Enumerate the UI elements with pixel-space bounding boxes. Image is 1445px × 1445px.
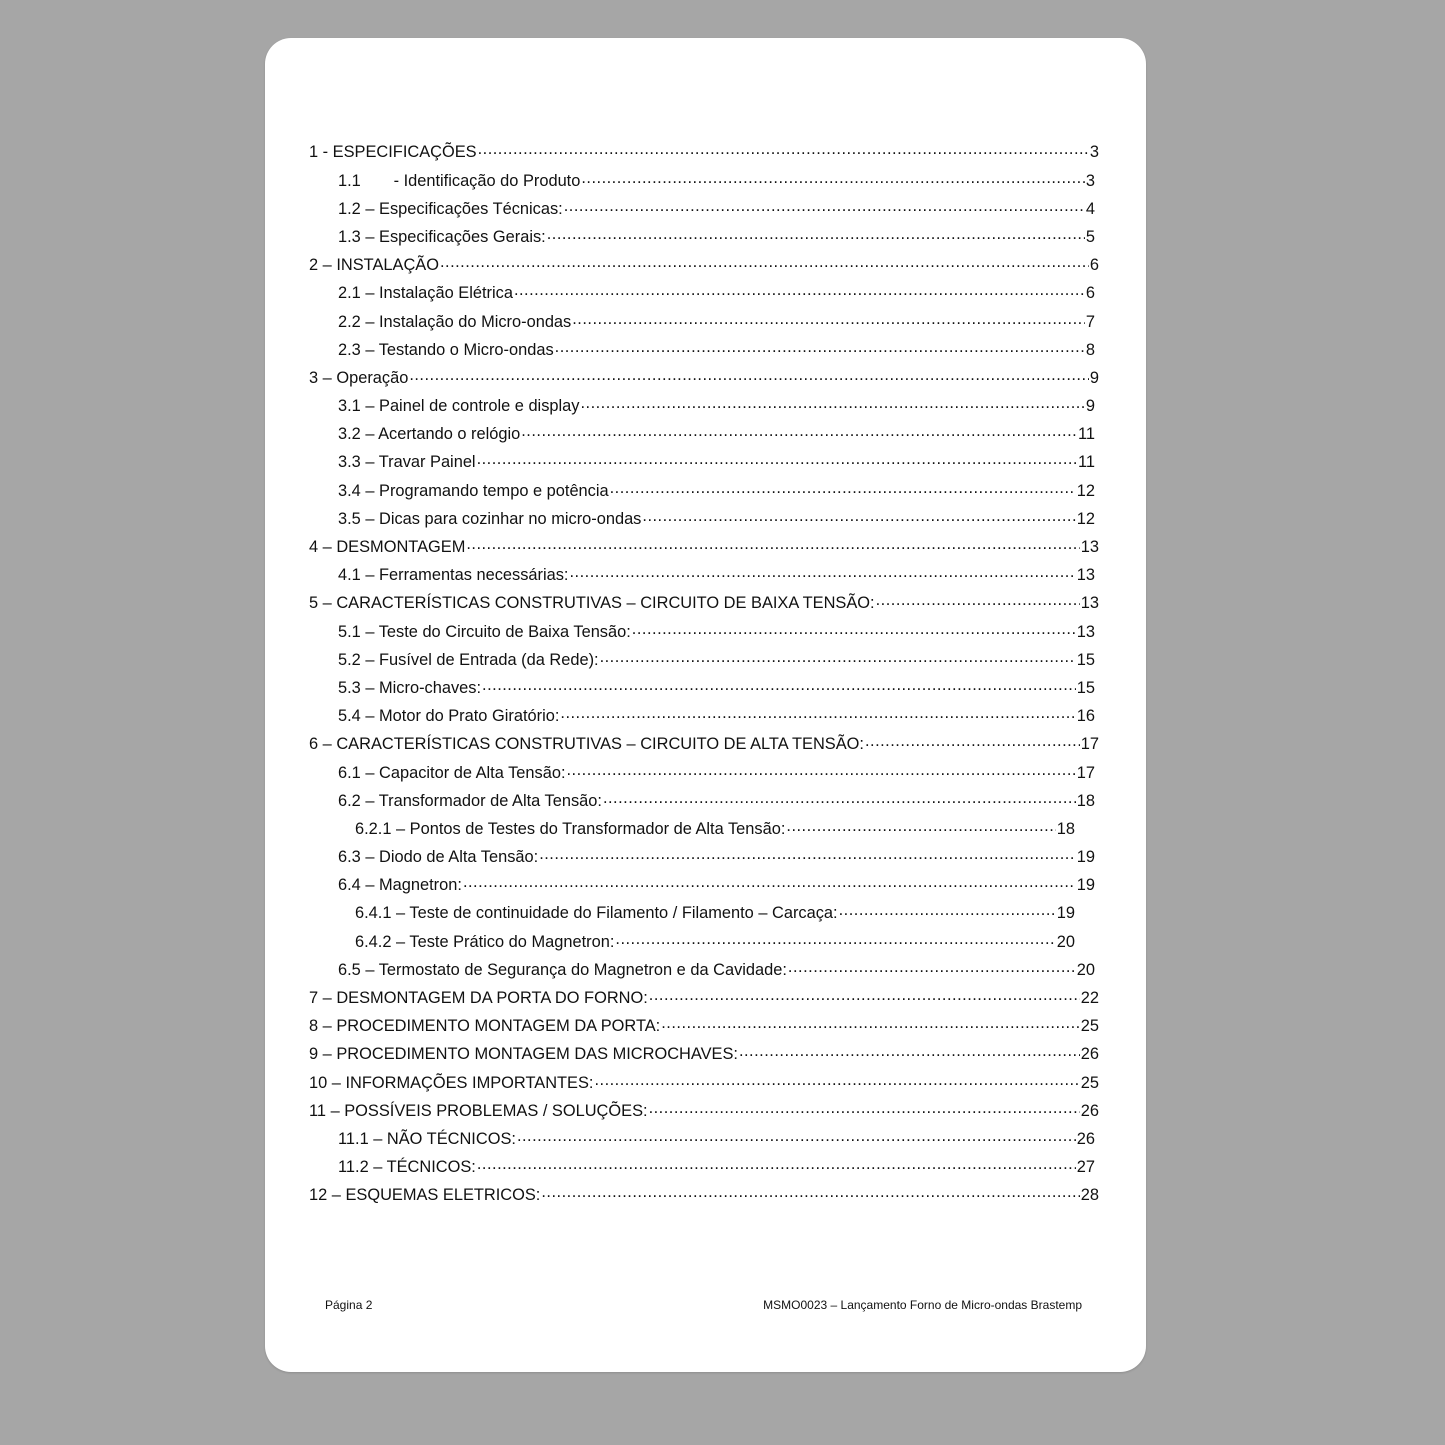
toc-entry-page-number: 28 <box>1080 1186 1099 1205</box>
toc-entry-page-number: 13 <box>1076 622 1095 641</box>
toc-entry[interactable] <box>309 1184 1099 1212</box>
toc-entry[interactable] <box>309 254 1099 282</box>
toc-dot-leader <box>440 254 1089 270</box>
toc-entry-title: 6.2.1 – Pontos de Testes do Transformador de Alta Tensão: <box>355 819 786 838</box>
toc-entry-title: 3.1 – Painel de controle e display <box>338 397 580 416</box>
toc-entry-page-number: 19 <box>1076 876 1095 895</box>
toc-dot-leader <box>876 592 1080 608</box>
toc-entry-page-number: 11 <box>1077 425 1095 444</box>
toc-entry-page-number: 11 <box>1077 453 1095 472</box>
toc-entry-page-number: 19 <box>1056 904 1075 923</box>
toc-dot-leader <box>739 1043 1080 1059</box>
toc-entry-title: 5.1 – Teste do Circuito de Baixa Tensão: <box>338 622 631 641</box>
toc-dot-leader <box>567 761 1076 777</box>
toc-entry-title: 3.2 – Acertando o relógio <box>338 425 521 444</box>
toc-entry-title: 1.1 - Identificação do Produto <box>338 171 581 190</box>
toc-entry-title: 3.5 – Dicas para cozinhar no micro-ondas <box>338 509 642 528</box>
toc-entry[interactable] <box>309 1071 1099 1099</box>
toc-dot-leader <box>600 648 1076 664</box>
toc-entry[interactable] <box>309 1128 1095 1156</box>
toc-entry-page-number: 27 <box>1076 1158 1095 1177</box>
toc-dot-leader <box>466 536 1079 552</box>
toc-dot-leader <box>610 479 1076 495</box>
toc-entry[interactable] <box>309 423 1095 451</box>
toc-entry-page-number: 13 <box>1076 566 1095 585</box>
toc-entry-title: 5.4 – Motor do Prato Giratório: <box>338 707 560 726</box>
toc-entry[interactable] <box>309 818 1075 846</box>
toc-entry-page-number: 19 <box>1076 848 1095 867</box>
toc-entry[interactable] <box>309 310 1095 338</box>
toc-entry-title: 11.2 – TÉCNICOS: <box>338 1158 476 1177</box>
toc-entry[interactable] <box>309 1099 1099 1127</box>
toc-entry[interactable] <box>309 592 1099 620</box>
toc-entry-page-number: 9 <box>1085 397 1095 416</box>
toc-entry[interactable] <box>309 930 1075 958</box>
toc-entry[interactable] <box>309 1156 1095 1184</box>
toc-entry-page-number: 20 <box>1056 932 1075 951</box>
toc-entry-title: 10 – INFORMAÇÕES IMPORTANTES: <box>309 1073 594 1092</box>
toc-entry-title: 5.2 – Fusível de Entrada (da Rede): <box>338 650 599 669</box>
toc-dot-leader <box>547 226 1085 242</box>
toc-dot-leader <box>661 1015 1080 1031</box>
toc-entry[interactable] <box>309 705 1095 733</box>
toc-dot-leader <box>642 507 1075 523</box>
toc-entry-page-number: 6 <box>1089 256 1099 275</box>
toc-dot-leader <box>564 197 1085 213</box>
toc-entry-title: 3 – Operação <box>309 368 409 387</box>
toc-entry[interactable] <box>309 1043 1099 1071</box>
toc-entry-page-number: 13 <box>1080 594 1099 613</box>
toc-entry-title: 6.1 – Capacitor de Alta Tensão: <box>338 763 566 782</box>
toc-entry-title: 12 – ESQUEMAS ELETRICOS: <box>309 1186 541 1205</box>
toc-entry-page-number: 5 <box>1085 227 1095 246</box>
toc-entry-page-number: 25 <box>1080 1017 1099 1036</box>
toc-entry[interactable] <box>309 733 1099 761</box>
toc-entry-title: 7 – DESMONTAGEM DA PORTA DO FORNO: <box>309 989 648 1008</box>
toc-entry[interactable] <box>309 789 1095 817</box>
toc-entry-title: 6.5 – Termostato de Segurança do Magnetron e da Cavidade: <box>338 960 787 979</box>
toc-entry-title: 4.1 – Ferramentas necessárias: <box>338 566 569 585</box>
toc-entry-title: 6.3 – Diodo de Alta Tensão: <box>338 848 539 867</box>
toc-entry-page-number: 12 <box>1076 481 1095 500</box>
toc-dot-leader <box>477 451 1077 467</box>
toc-entry-page-number: 8 <box>1085 340 1095 359</box>
footer-document-title: MSMO0023 – Lançamento Forno de Micro-ondas Brastemp <box>763 1298 1082 1312</box>
toc-entry-title: 5.3 – Micro-chaves: <box>338 678 482 697</box>
toc-entry-page-number: 3 <box>1085 171 1095 190</box>
toc-entry-page-number: 9 <box>1089 368 1099 387</box>
toc-entry[interactable] <box>309 958 1095 986</box>
toc-entry-title: 6 – CARACTERÍSTICAS CONSTRUTIVAS – CIRCUITO DE ALTA TENSÃO: <box>309 735 864 754</box>
toc-entry-title: 2.3 – Testando o Micro-ondas <box>338 340 554 359</box>
toc-dot-leader <box>514 282 1085 298</box>
toc-entry-page-number: 17 <box>1080 735 1099 754</box>
toc-entry[interactable] <box>309 536 1099 564</box>
toc-dot-leader <box>517 1128 1076 1144</box>
toc-entry-page-number: 22 <box>1080 989 1099 1008</box>
toc-entry[interactable] <box>309 648 1095 676</box>
toc-entry[interactable] <box>309 197 1095 225</box>
toc-entry-page-number: 18 <box>1076 791 1095 810</box>
table-of-contents <box>309 141 1104 1212</box>
toc-entry-page-number: 20 <box>1076 960 1095 979</box>
toc-dot-leader <box>463 874 1076 890</box>
toc-entry[interactable] <box>309 761 1095 789</box>
toc-entry[interactable] <box>309 169 1095 197</box>
toc-entry-title: 2.2 – Instalação do Micro-ondas <box>338 312 572 331</box>
toc-entry[interactable] <box>309 395 1095 423</box>
toc-entry-page-number: 15 <box>1076 678 1095 697</box>
toc-entry[interactable] <box>309 987 1099 1015</box>
toc-dot-leader <box>477 1156 1076 1172</box>
toc-dot-leader <box>539 846 1076 862</box>
toc-entry-title: 11 – POSSÍVEIS PROBLEMAS / SOLUÇÕES: <box>309 1101 648 1120</box>
toc-entry-title: 6.4.1 – Teste de continuidade do Filamento / Filamento – Carcaça: <box>355 904 838 923</box>
toc-dot-leader <box>603 789 1076 805</box>
toc-dot-leader <box>580 395 1084 411</box>
toc-entry-title: 5 – CARACTERÍSTICAS CONSTRUTIVAS – CIRCUITO DE BAIXA TENSÃO: <box>309 594 875 613</box>
toc-dot-leader <box>865 733 1080 749</box>
toc-entry-title: 9 – PROCEDIMENTO MONTAGEM DAS MICROCHAVES: <box>309 1045 738 1064</box>
toc-entry-page-number: 26 <box>1076 1129 1095 1148</box>
document-page <box>265 38 1146 1372</box>
toc-entry[interactable] <box>309 620 1095 648</box>
toc-entry-page-number: 17 <box>1076 763 1095 782</box>
toc-entry-title: 11.1 – NÃO TÉCNICOS: <box>338 1129 516 1148</box>
toc-entry-title: 6.2 – Transformador de Alta Tensão: <box>338 791 602 810</box>
toc-entry-page-number: 15 <box>1076 650 1095 669</box>
toc-entry-page-number: 18 <box>1056 819 1075 838</box>
toc-entry[interactable] <box>309 451 1095 479</box>
toc-entry[interactable] <box>309 367 1099 395</box>
toc-entry-title: 3.4 – Programando tempo e potência <box>338 481 609 500</box>
toc-entry[interactable] <box>309 902 1075 930</box>
toc-dot-leader <box>615 930 1055 946</box>
toc-dot-leader <box>478 141 1089 157</box>
toc-entry[interactable] <box>309 564 1095 592</box>
toc-entry-title: 1 - ESPECIFICAÇÕES <box>309 143 477 162</box>
toc-entry-title: 3.3 – Travar Painel <box>338 453 476 472</box>
toc-entry-title: 2 – INSTALAÇÃO <box>309 256 439 275</box>
toc-entry-page-number: 26 <box>1080 1101 1099 1120</box>
toc-entry-page-number: 12 <box>1076 509 1095 528</box>
toc-entry-page-number: 6 <box>1085 284 1095 303</box>
toc-dot-leader <box>560 705 1075 721</box>
toc-entry[interactable] <box>309 479 1095 507</box>
toc-entry-title: 8 – PROCEDIMENTO MONTAGEM DA PORTA: <box>309 1017 661 1036</box>
footer-page-number: Página 2 <box>325 1298 373 1312</box>
toc-entry[interactable] <box>309 282 1095 310</box>
toc-entry-page-number: 13 <box>1080 538 1099 557</box>
toc-entry-page-number: 7 <box>1085 312 1095 331</box>
toc-dot-leader <box>649 987 1080 1003</box>
toc-entry[interactable] <box>309 846 1095 874</box>
toc-dot-leader <box>632 620 1076 636</box>
toc-entry[interactable] <box>309 226 1095 254</box>
toc-dot-leader <box>839 902 1056 918</box>
toc-entry[interactable] <box>309 1015 1099 1043</box>
toc-entry[interactable] <box>309 338 1095 366</box>
toc-dot-leader <box>572 310 1085 326</box>
toc-dot-leader <box>649 1099 1080 1115</box>
toc-dot-leader <box>788 958 1076 974</box>
toc-entry[interactable] <box>309 874 1095 902</box>
toc-entry-title: 1.3 – Especificações Gerais: <box>338 227 546 246</box>
toc-entry-page-number: 25 <box>1080 1073 1099 1092</box>
toc-entry[interactable] <box>309 677 1095 705</box>
toc-entry-page-number: 4 <box>1085 199 1095 218</box>
toc-dot-leader <box>521 423 1077 439</box>
toc-entry-title: 1.2 – Especificações Técnicas: <box>338 199 563 218</box>
toc-entry-title: 6.4.2 – Teste Prático do Magnetron: <box>355 932 615 951</box>
toc-dot-leader <box>581 169 1085 185</box>
toc-dot-leader <box>541 1184 1079 1200</box>
toc-entry-title: 6.4 – Magnetron: <box>338 876 462 895</box>
toc-entry[interactable] <box>309 141 1099 169</box>
toc-dot-leader <box>570 564 1076 580</box>
toc-entry-page-number: 16 <box>1076 707 1095 726</box>
toc-entry-title: 4 – DESMONTAGEM <box>309 538 466 557</box>
toc-dot-leader <box>482 677 1076 693</box>
toc-dot-leader <box>409 367 1089 383</box>
toc-dot-leader <box>555 338 1085 354</box>
toc-entry-title: 2.1 – Instalação Elétrica <box>338 284 513 303</box>
toc-entry-page-number: 26 <box>1080 1045 1099 1064</box>
toc-entry[interactable] <box>309 507 1095 535</box>
toc-dot-leader <box>594 1071 1079 1087</box>
toc-dot-leader <box>786 818 1055 834</box>
toc-entry-page-number: 3 <box>1089 143 1099 162</box>
